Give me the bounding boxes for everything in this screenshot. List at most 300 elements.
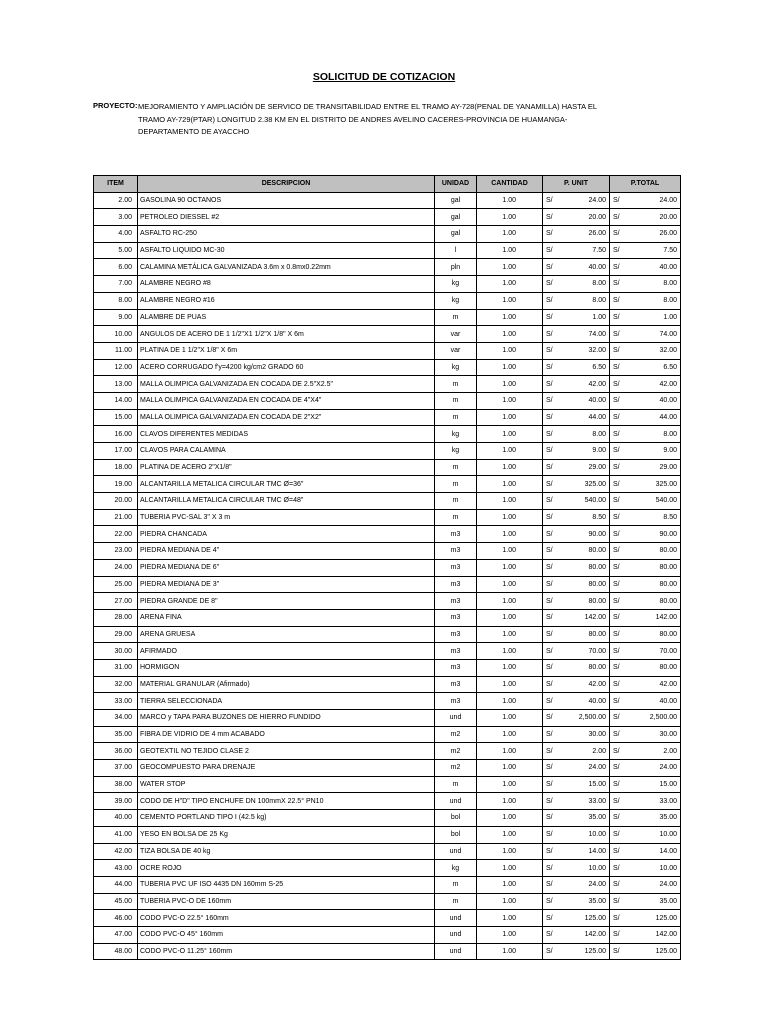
cell-p-total: 35.00 [627, 810, 681, 827]
cell-item: 20.00 [94, 493, 138, 510]
cell-item: 32.00 [94, 676, 138, 693]
cell-descripcion: MATERIAL GRANULAR (Afirmado) [138, 676, 435, 693]
cell-cantidad: 1.00 [477, 543, 543, 560]
cell-currency: S/ [610, 659, 627, 676]
cell-p-unit: 80.00 [560, 543, 610, 560]
project-label: PROYECTO: [93, 101, 138, 110]
cell-p-total: 15.00 [627, 776, 681, 793]
cell-cantidad: 1.00 [477, 376, 543, 393]
cell-currency: S/ [610, 693, 627, 710]
cell-item: 33.00 [94, 693, 138, 710]
cell-p-unit: 26.00 [560, 226, 610, 243]
table-row [94, 643, 681, 660]
cell-currency: S/ [543, 459, 560, 476]
cell-p-unit: 2.00 [560, 743, 610, 760]
cell-currency: S/ [543, 493, 560, 510]
cell-p-unit: 10.00 [560, 860, 610, 877]
cell-cantidad: 1.00 [477, 893, 543, 910]
cell-p-total: 1.00 [627, 309, 681, 326]
table-row [94, 826, 681, 843]
cell-unidad: m3 [435, 543, 477, 560]
table-row [94, 509, 681, 526]
cell-p-total: 40.00 [627, 392, 681, 409]
cell-item: 14.00 [94, 392, 138, 409]
cell-descripcion: ARENA FINA [138, 609, 435, 626]
cell-item: 29.00 [94, 626, 138, 643]
table-row [94, 342, 681, 359]
cell-p-total: 10.00 [627, 826, 681, 843]
cell-descripcion: OCRE ROJO [138, 860, 435, 877]
cell-currency: S/ [610, 459, 627, 476]
cell-p-total: 8.00 [627, 276, 681, 293]
cell-currency: S/ [543, 593, 560, 610]
table-row [94, 276, 681, 293]
cell-currency: S/ [610, 626, 627, 643]
table-row [94, 292, 681, 309]
cell-p-total: 80.00 [627, 593, 681, 610]
cell-currency: S/ [543, 443, 560, 460]
cell-unidad: gal [435, 209, 477, 226]
cell-currency: S/ [610, 543, 627, 560]
cell-item: 5.00 [94, 242, 138, 259]
cell-currency: S/ [610, 760, 627, 777]
cell-unidad: und [435, 910, 477, 927]
cell-currency: S/ [543, 743, 560, 760]
cell-unidad: var [435, 342, 477, 359]
cell-p-total: 142.00 [627, 926, 681, 943]
cell-p-unit: 1.00 [560, 309, 610, 326]
cell-unidad: m3 [435, 559, 477, 576]
cell-unidad: kg [435, 276, 477, 293]
cell-item: 48.00 [94, 943, 138, 960]
cell-cantidad: 1.00 [477, 459, 543, 476]
cell-descripcion: YESO EN BOLSA DE 25 Kg [138, 826, 435, 843]
cell-currency: S/ [610, 860, 627, 877]
table-row [94, 793, 681, 810]
cell-item: 36.00 [94, 743, 138, 760]
table-row [94, 943, 681, 960]
cell-currency: S/ [610, 359, 627, 376]
cell-item: 45.00 [94, 893, 138, 910]
cell-currency: S/ [610, 309, 627, 326]
cell-p-unit: 8.00 [560, 276, 610, 293]
cell-currency: S/ [610, 609, 627, 626]
cell-cantidad: 1.00 [477, 593, 543, 610]
cell-descripcion: ALCANTARILLA METALICA CIRCULAR TMC Ø=36" [138, 476, 435, 493]
table-row [94, 259, 681, 276]
cell-cantidad: 1.00 [477, 676, 543, 693]
cell-item: 21.00 [94, 509, 138, 526]
table-row [94, 192, 681, 209]
cell-currency: S/ [610, 409, 627, 426]
cell-p-unit: 74.00 [560, 326, 610, 343]
table-row [94, 242, 681, 259]
cell-unidad: m [435, 509, 477, 526]
cell-p-total: 125.00 [627, 910, 681, 927]
document-title-text: SOLICITUD DE COTIZACION [312, 71, 456, 83]
cell-unidad: kg [435, 443, 477, 460]
header-item: ITEM [94, 176, 138, 193]
cell-unidad: m [435, 776, 477, 793]
table-row [94, 659, 681, 676]
cell-currency: S/ [543, 943, 560, 960]
cell-p-unit: 42.00 [560, 676, 610, 693]
cell-unidad: m3 [435, 676, 477, 693]
cell-unidad: l [435, 242, 477, 259]
cell-unidad: pln [435, 259, 477, 276]
cell-currency: S/ [610, 242, 627, 259]
cell-cantidad: 1.00 [477, 760, 543, 777]
cell-cantidad: 1.00 [477, 443, 543, 460]
table-row [94, 609, 681, 626]
cell-currency: S/ [610, 810, 627, 827]
cell-descripcion: CODO PVC-O 11.25° 160mm [138, 943, 435, 960]
table-row [94, 376, 681, 393]
cell-p-total: 29.00 [627, 459, 681, 476]
table-row [94, 876, 681, 893]
cell-currency: S/ [610, 910, 627, 927]
table-row [94, 493, 681, 510]
cell-descripcion: ARENA GRUESA [138, 626, 435, 643]
cell-unidad: m3 [435, 576, 477, 593]
cell-p-unit: 32.00 [560, 342, 610, 359]
cell-currency: S/ [543, 543, 560, 560]
cell-p-total: 40.00 [627, 693, 681, 710]
cell-descripcion: ALAMBRE NEGRO #8 [138, 276, 435, 293]
cell-item: 25.00 [94, 576, 138, 593]
cell-unidad: m3 [435, 693, 477, 710]
cell-p-unit: 80.00 [560, 659, 610, 676]
cell-item: 8.00 [94, 292, 138, 309]
cell-currency: S/ [543, 860, 560, 877]
cell-unidad: m [435, 493, 477, 510]
cell-unidad: m [435, 476, 477, 493]
cell-currency: S/ [543, 209, 560, 226]
cell-currency: S/ [543, 726, 560, 743]
cell-item: 11.00 [94, 342, 138, 359]
cell-unidad: kg [435, 292, 477, 309]
cell-p-total: 540.00 [627, 493, 681, 510]
cell-descripcion: CODO DE H"D" TIPO ENCHUFE DN 100mmX 22.5° PN10 [138, 793, 435, 810]
cell-currency: S/ [610, 593, 627, 610]
cell-item: 7.00 [94, 276, 138, 293]
cell-currency: S/ [610, 226, 627, 243]
cell-unidad: m3 [435, 593, 477, 610]
table-row [94, 409, 681, 426]
cell-descripcion: FIBRA DE VIDRIO DE 4 mm ACABADO [138, 726, 435, 743]
cell-item: 27.00 [94, 593, 138, 610]
cell-cantidad: 1.00 [477, 860, 543, 877]
cell-currency: S/ [610, 259, 627, 276]
cell-descripcion: ASFALTO RC-250 [138, 226, 435, 243]
cell-descripcion: TUBERIA PVC-SAL 3" X 3 m [138, 509, 435, 526]
cell-currency: S/ [543, 810, 560, 827]
cell-currency: S/ [610, 826, 627, 843]
cell-descripcion: MALLA OLIMPICA GALVANIZADA EN COCADA DE 4"X4" [138, 392, 435, 409]
cell-descripcion: CLAVOS PARA CALAMINA [138, 443, 435, 460]
cell-currency: S/ [610, 476, 627, 493]
cell-cantidad: 1.00 [477, 910, 543, 927]
cell-currency: S/ [543, 876, 560, 893]
cell-p-total: 35.00 [627, 893, 681, 910]
cell-p-unit: 40.00 [560, 259, 610, 276]
cell-currency: S/ [543, 359, 560, 376]
cell-cantidad: 1.00 [477, 559, 543, 576]
cell-cantidad: 1.00 [477, 609, 543, 626]
cell-currency: S/ [543, 309, 560, 326]
cell-unidad: m [435, 376, 477, 393]
cell-item: 15.00 [94, 409, 138, 426]
cell-p-unit: 540.00 [560, 493, 610, 510]
cell-currency: S/ [543, 710, 560, 727]
cell-cantidad: 1.00 [477, 192, 543, 209]
cell-currency: S/ [610, 326, 627, 343]
project-description [138, 101, 608, 139]
cell-descripcion: TUBERIA PVC UF ISO 4435 DN 160mm S-25 [138, 876, 435, 893]
cell-cantidad: 1.00 [477, 743, 543, 760]
cell-item: 13.00 [94, 376, 138, 393]
cell-currency: S/ [543, 910, 560, 927]
cell-p-total: 40.00 [627, 259, 681, 276]
cell-item: 19.00 [94, 476, 138, 493]
header-p-unit: P. UNIT [543, 176, 610, 193]
cell-p-unit: 9.00 [560, 443, 610, 460]
cell-p-total: 2,500.00 [627, 710, 681, 727]
table-body [94, 192, 681, 960]
cell-p-total: 24.00 [627, 760, 681, 777]
cell-p-unit: 8.00 [560, 292, 610, 309]
cell-cantidad: 1.00 [477, 326, 543, 343]
cell-p-total: 20.00 [627, 209, 681, 226]
cell-currency: S/ [610, 559, 627, 576]
cell-p-total: 70.00 [627, 643, 681, 660]
cell-cantidad: 1.00 [477, 226, 543, 243]
cell-currency: S/ [543, 509, 560, 526]
cell-item: 18.00 [94, 459, 138, 476]
cell-cantidad: 1.00 [477, 409, 543, 426]
cell-cantidad: 1.00 [477, 509, 543, 526]
cell-unidad: gal [435, 192, 477, 209]
cell-currency: S/ [543, 226, 560, 243]
cell-p-unit: 44.00 [560, 409, 610, 426]
cell-p-total: 24.00 [627, 876, 681, 893]
cell-currency: S/ [543, 526, 560, 543]
cell-cantidad: 1.00 [477, 776, 543, 793]
cell-descripcion: ALAMBRE NEGRO #16 [138, 292, 435, 309]
cell-currency: S/ [543, 926, 560, 943]
cell-currency: S/ [610, 209, 627, 226]
cell-p-unit: 35.00 [560, 810, 610, 827]
table-row [94, 626, 681, 643]
cell-p-unit: 8.50 [560, 509, 610, 526]
cell-item: 12.00 [94, 359, 138, 376]
cell-item: 16.00 [94, 426, 138, 443]
cell-p-unit: 7.50 [560, 242, 610, 259]
cell-item: 41.00 [94, 826, 138, 843]
cell-item: 6.00 [94, 259, 138, 276]
cell-descripcion: PIEDRA CHANCADA [138, 526, 435, 543]
cell-p-total: 44.00 [627, 409, 681, 426]
cell-currency: S/ [543, 693, 560, 710]
cell-cantidad: 1.00 [477, 826, 543, 843]
cell-currency: S/ [543, 192, 560, 209]
table-row [94, 443, 681, 460]
cell-item: 4.00 [94, 226, 138, 243]
cell-item: 44.00 [94, 876, 138, 893]
cell-p-unit: 35.00 [560, 893, 610, 910]
cell-currency: S/ [543, 259, 560, 276]
cell-unidad: gal [435, 226, 477, 243]
table-row [94, 226, 681, 243]
cell-currency: S/ [610, 292, 627, 309]
cell-p-unit: 125.00 [560, 910, 610, 927]
cell-cantidad: 1.00 [477, 309, 543, 326]
cell-cantidad: 1.00 [477, 526, 543, 543]
cell-item: 9.00 [94, 309, 138, 326]
cell-unidad: m3 [435, 643, 477, 660]
cell-currency: S/ [610, 526, 627, 543]
cell-item: 42.00 [94, 843, 138, 860]
project-line: TRAMO AY-729(PTAR) LONGITUD 2.38 KM EN EL DISTRITO DE ANDRES AVELINO CACERES-PROVINCIA DE HUAMANGA- [138, 114, 568, 124]
cell-descripcion: ASFALTO LIQUIDO MC-30 [138, 242, 435, 259]
cell-item: 2.00 [94, 192, 138, 209]
cell-p-total: 125.00 [627, 943, 681, 960]
cell-p-total: 26.00 [627, 226, 681, 243]
table-row [94, 910, 681, 927]
cell-descripcion: MALLA OLIMPICA GALVANIZADA EN COCADA DE 2"X2" [138, 409, 435, 426]
table-row [94, 543, 681, 560]
cell-currency: S/ [610, 276, 627, 293]
cell-currency: S/ [543, 376, 560, 393]
cell-currency: S/ [543, 760, 560, 777]
cell-currency: S/ [543, 392, 560, 409]
cell-descripcion: CODO PVC-O 22.5° 160mm [138, 910, 435, 927]
table-row [94, 459, 681, 476]
cell-p-total: 42.00 [627, 376, 681, 393]
cell-p-unit: 29.00 [560, 459, 610, 476]
cell-descripcion: ALAMBRE DE PUAS [138, 309, 435, 326]
cell-item: 38.00 [94, 776, 138, 793]
cell-unidad: und [435, 926, 477, 943]
cell-cantidad: 1.00 [477, 342, 543, 359]
cell-currency: S/ [610, 926, 627, 943]
cell-item: 40.00 [94, 810, 138, 827]
table-row [94, 392, 681, 409]
table-row [94, 893, 681, 910]
cell-descripcion: PETROLEO DIESSEL #2 [138, 209, 435, 226]
cell-p-unit: 142.00 [560, 926, 610, 943]
cell-p-unit: 10.00 [560, 826, 610, 843]
project-line: DEPARTAMENTO DE AYACCHO [138, 127, 250, 136]
cell-currency: S/ [610, 376, 627, 393]
table-row [94, 426, 681, 443]
cell-descripcion: TUBERIA PVC-O DE 160mm [138, 893, 435, 910]
cell-unidad: m3 [435, 609, 477, 626]
cell-currency: S/ [610, 493, 627, 510]
cell-unidad: m [435, 409, 477, 426]
cell-descripcion: CEMENTO PORTLAND TIPO I (42.5 kg) [138, 810, 435, 827]
cell-p-total: 80.00 [627, 626, 681, 643]
cell-descripcion: PLATINA DE 1 1/2"X 1/8" X 6m [138, 342, 435, 359]
cell-descripcion: CALAMINA METÁLICA GALVANIZADA 3.6m x 0.8mx0.22mm [138, 259, 435, 276]
cell-currency: S/ [543, 292, 560, 309]
cell-descripcion: MARCO y TAPA PARA BUZONES DE HIERRO FUNDIDO [138, 710, 435, 727]
cell-item: 28.00 [94, 609, 138, 626]
cell-p-unit: 8.00 [560, 426, 610, 443]
cell-p-total: 6.50 [627, 359, 681, 376]
cell-currency: S/ [543, 659, 560, 676]
cell-descripcion: ALCANTARILLA METALICA CIRCULAR TMC Ø=48" [138, 493, 435, 510]
cell-cantidad: 1.00 [477, 476, 543, 493]
cell-p-total: 80.00 [627, 543, 681, 560]
cell-descripcion: ANGULOS DE ACERO DE 1 1/2"X1 1/2"X 1/8" X 6m [138, 326, 435, 343]
cell-unidad: var [435, 326, 477, 343]
cell-p-unit: 80.00 [560, 576, 610, 593]
cell-p-total: 2.00 [627, 743, 681, 760]
cell-currency: S/ [610, 793, 627, 810]
cell-currency: S/ [610, 743, 627, 760]
cell-currency: S/ [543, 326, 560, 343]
table-row [94, 593, 681, 610]
table-row [94, 309, 681, 326]
cell-cantidad: 1.00 [477, 576, 543, 593]
cell-item: 10.00 [94, 326, 138, 343]
cell-p-total: 90.00 [627, 526, 681, 543]
cell-cantidad: 1.00 [477, 392, 543, 409]
cell-currency: S/ [543, 643, 560, 660]
cell-p-unit: 30.00 [560, 726, 610, 743]
cell-cantidad: 1.00 [477, 259, 543, 276]
cell-descripcion: TIZA BOLSA DE 40 kg [138, 843, 435, 860]
cell-currency: S/ [543, 776, 560, 793]
cell-unidad: und [435, 943, 477, 960]
cell-p-total: 80.00 [627, 576, 681, 593]
cell-p-total: 8.50 [627, 509, 681, 526]
cell-unidad: kg [435, 359, 477, 376]
cell-item: 17.00 [94, 443, 138, 460]
cell-p-total: 8.00 [627, 426, 681, 443]
table-row [94, 209, 681, 226]
cell-cantidad: 1.00 [477, 943, 543, 960]
cell-unidad: kg [435, 860, 477, 877]
cell-currency: S/ [610, 643, 627, 660]
cell-p-total: 14.00 [627, 843, 681, 860]
cell-cantidad: 1.00 [477, 726, 543, 743]
cell-item: 46.00 [94, 910, 138, 927]
cell-descripcion: CODO PVC-O 45° 160mm [138, 926, 435, 943]
table-row [94, 476, 681, 493]
cell-p-total: 80.00 [627, 559, 681, 576]
cell-currency: S/ [543, 609, 560, 626]
cell-currency: S/ [610, 710, 627, 727]
cell-descripcion: ACERO CORRUGADO f'y=4200 kg/cm2 GRADO 60 [138, 359, 435, 376]
table-row [94, 359, 681, 376]
header-cantidad: CANTIDAD [477, 176, 543, 193]
cell-currency: S/ [610, 576, 627, 593]
cell-item: 23.00 [94, 543, 138, 560]
cell-p-total: 80.00 [627, 659, 681, 676]
cell-currency: S/ [610, 392, 627, 409]
cell-cantidad: 1.00 [477, 276, 543, 293]
cell-descripcion: PLATINA DE ACERO 2"X1/8" [138, 459, 435, 476]
cell-descripcion: PIEDRA GRANDE DE 8" [138, 593, 435, 610]
cell-p-unit: 15.00 [560, 776, 610, 793]
header-descripcion: DESCRIPCION [138, 176, 435, 193]
cell-unidad: und [435, 843, 477, 860]
cell-currency: S/ [610, 676, 627, 693]
cell-p-total: 325.00 [627, 476, 681, 493]
cell-currency: S/ [543, 893, 560, 910]
